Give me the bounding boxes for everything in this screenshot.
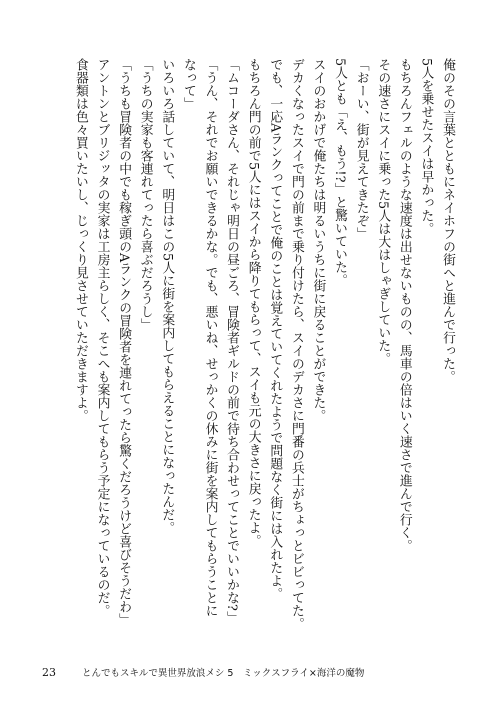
text-line: デカくなったスイで門の前まで乗り付けたら、スイのデカさに門番の兵士がちょっとビビってた。 xyxy=(288,58,304,630)
text-line: 5人を乗せたスイは早かった。 xyxy=(418,58,434,236)
text-line: 「おーい、街が見えてきたぞ」 xyxy=(353,58,369,240)
running-title: とんでもスキルで異世界放浪メシ 5 ミックスフライ×海洋の魔物 xyxy=(82,668,365,679)
text-line: 「うちも冒険者の中でも稼ぎ頭のAランクの冒険者を連れてったら驚くだろうけど喜びそうだわ」 xyxy=(116,58,132,627)
text-line: もちろんフェルのような速度は出せないものの、馬車の倍はいく速さで進んで行く。 xyxy=(396,58,412,552)
text-line: 5人とも「え、もう!?」と驚いていた。 xyxy=(332,58,348,287)
text-line: もちろん門の前で5人にはスイから降りてもらって、スイも元の大きさに戻ったよ。 xyxy=(245,58,261,548)
text-line: 「うん、それでお願いできるかな。でも、悪いね、せっかくの休みに街を案内してもらうことに xyxy=(202,58,218,617)
page-number: 23 xyxy=(42,666,56,679)
text-line: アントンとブリジッタの実家は工房主らしく、そこへも案内してもらう予定になっているのだ。 xyxy=(94,58,110,617)
text-line: 「うちの実家も客連れてったら喜ぶだろうし」 xyxy=(137,58,153,331)
text-line: いろいろ話していて、明日はこの5人に街を案内してもらえることになったんだ。 xyxy=(159,58,175,535)
body-text xyxy=(38,58,458,633)
text-line: スイのおかげで俺たちは明るいうちに街に戻ることができた。 xyxy=(310,58,326,422)
text-line: 俺のその言葉とともにネイホフの街へと進んで行った。 xyxy=(440,58,455,383)
page-footer xyxy=(42,665,364,679)
text-line: 「ムコーダさん、それじゃ明日の昼ごろ、冒険者ギルドの前で待ち合わせってことでいいかな?」 xyxy=(224,58,240,625)
text-line: でも、一応Aランクってことで俺のことは覚えていてくれたようで問題なく街には入れたよ。 xyxy=(267,58,283,601)
text-line: なって」 xyxy=(180,58,196,110)
text-line: その速さにスイに乗った5人は大はしゃぎしていた。 xyxy=(375,58,391,366)
text-line: 食器類は色々買いたいし、じっくり見させていただきますよ。 xyxy=(72,58,88,422)
